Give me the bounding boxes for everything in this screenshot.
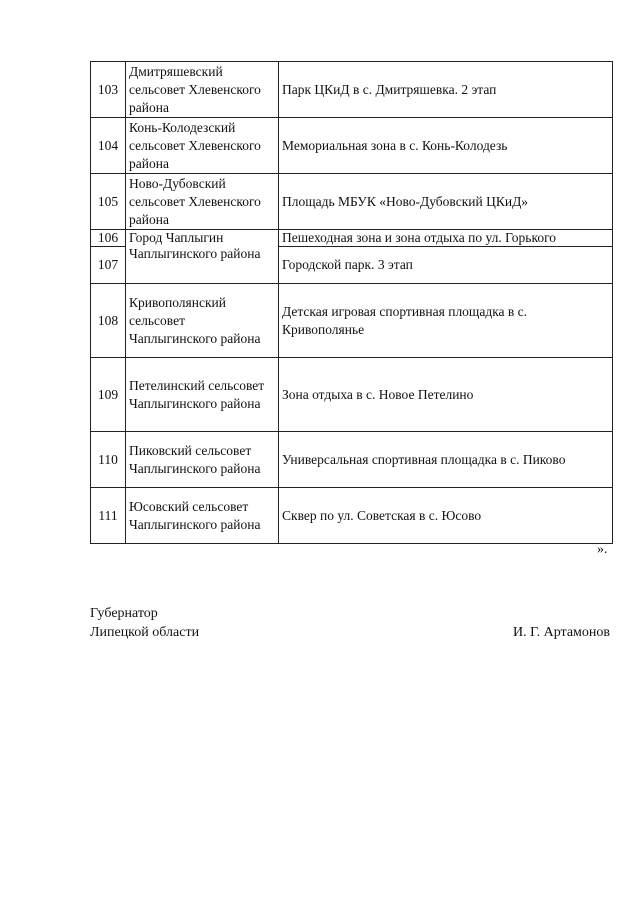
row-number: 103 — [91, 62, 126, 118]
object-name: Площадь МБУК «Ново-Дубовский ЦКиД» — [279, 174, 613, 230]
object-name: Пешеходная зона и зона отдыха по ул. Горького — [279, 230, 613, 247]
municipality-name: Пиковский сельсовет Чаплыгинского района — [126, 432, 279, 488]
object-name: Мемориальная зона в с. Конь-Колодезь — [279, 118, 613, 174]
table-row — [91, 230, 613, 247]
signatory-position — [90, 604, 199, 642]
municipality-name: Ново-Дубовский сельсовет Хлевенского района — [126, 174, 279, 230]
row-number: 107 — [91, 247, 126, 284]
row-number: 105 — [91, 174, 126, 230]
table-row — [91, 358, 613, 432]
table-row — [91, 174, 613, 230]
row-number: 104 — [91, 118, 126, 174]
municipality-name: Город Чаплыгин Чаплыгинского района — [126, 230, 279, 284]
table-row — [91, 62, 613, 118]
municipalities-table — [90, 61, 613, 544]
municipality-name: Дмитряшевский сельсовет Хлевенского района — [126, 62, 279, 118]
municipality-name: Кривополянский сельсовет Чаплыгинского района — [126, 284, 279, 358]
object-name: Парк ЦКиД в с. Дмитряшевка. 2 этап — [279, 62, 613, 118]
table-row — [91, 488, 613, 544]
municipality-name: Петелинский сельсовет Чаплыгинского района — [126, 358, 279, 432]
object-name: Сквер по ул. Советская в с. Юсово — [279, 488, 613, 544]
municipality-name: Конь-Колодезский сельсовет Хлевенского района — [126, 118, 279, 174]
table-row — [91, 118, 613, 174]
signatory-name: И. Г. Артамонов — [512, 625, 610, 640]
object-name: Городской парк. 3 этап — [279, 247, 613, 284]
signatory-position-line1: Губернатор — [90, 606, 158, 621]
row-number: 110 — [91, 432, 126, 488]
object-name: Детская игровая спортивная площадка в с. Кривополянье — [279, 284, 613, 358]
row-number: 109 — [91, 358, 126, 432]
object-name: Зона отдыха в с. Новое Петелино — [279, 358, 613, 432]
closing-quote-mark: ». — [597, 542, 608, 557]
row-number: 106 — [91, 230, 126, 247]
signatory-position-line2: Липецкой области — [90, 625, 200, 640]
table-row — [91, 432, 613, 488]
object-name: Универсальная спортивная площадка в с. Пиково — [279, 432, 613, 488]
municipality-name: Юсовский сельсовет Чаплыгинского района — [126, 488, 279, 544]
row-number: 111 — [91, 488, 126, 544]
table-row — [91, 284, 613, 358]
row-number: 108 — [91, 284, 126, 358]
